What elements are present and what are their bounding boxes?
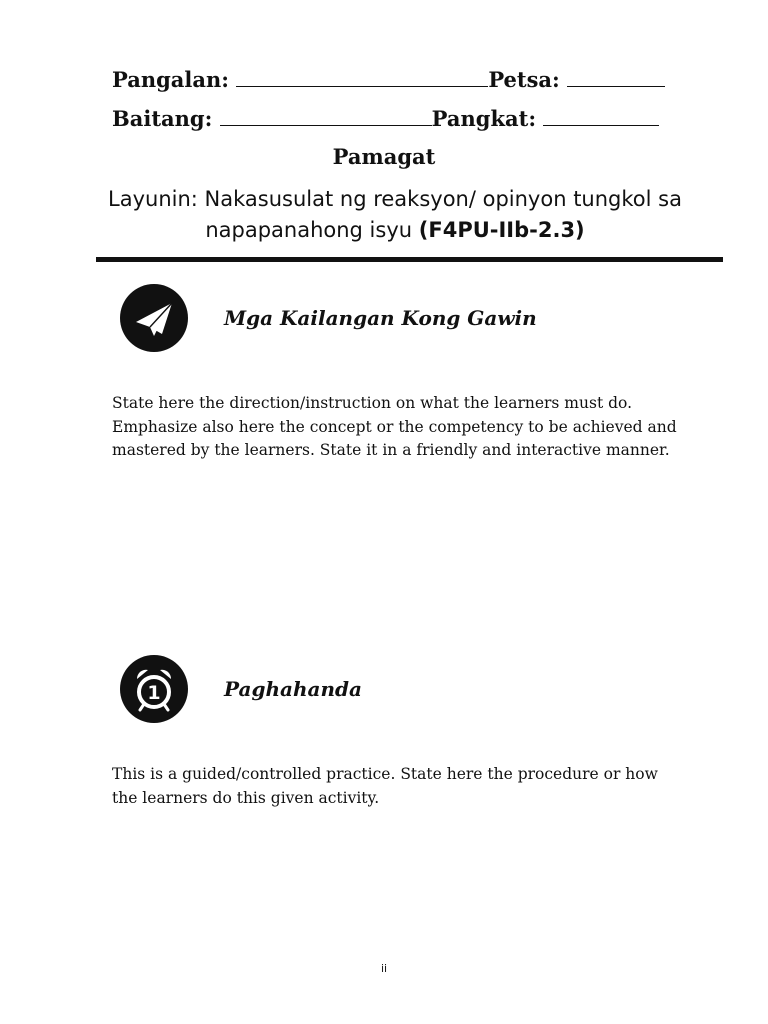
section-blank[interactable] [543,107,659,126]
objective-code: (F4PU-IIb-2.3) [418,218,585,242]
name-label: Pangalan: [112,67,229,92]
grade-section-row [112,107,659,129]
section-label: Pangkat: [431,106,537,131]
paper-plane-icon [120,284,188,352]
grade-label: Baitang: [112,106,213,131]
section-body-preparation: This is a guided/controlled practice. State here the procedure or how the learners do this given activity. [112,765,658,807]
date-blank[interactable] [567,68,665,87]
objective [100,184,690,246]
alarm-clock-icon [120,655,188,723]
page-number: ii [380,962,388,975]
name-blank[interactable] [236,68,488,87]
section-heading-preparation: Paghahanda [224,677,362,701]
grade-blank[interactable] [220,107,432,126]
section-heading-tasks: Mga Kailangan Kong Gawin [224,306,537,330]
objective-text: Layunin: Nakasusulat ng reaksyon/ opinyon tungkol sa napapanahong isyu [108,187,682,242]
name-date-row [112,68,665,90]
date-label: Petsa: [488,67,560,92]
page-title: Pamagat [332,144,436,169]
section-body-tasks: State here the direction/instruction on what the learners must do. Emphasize also here the concept or the competency to be achieved and mastered by the learners. State it in a friendly and interactive manner. [112,394,677,459]
divider-rule [96,257,723,262]
svg-text:1: 1 [147,682,161,704]
